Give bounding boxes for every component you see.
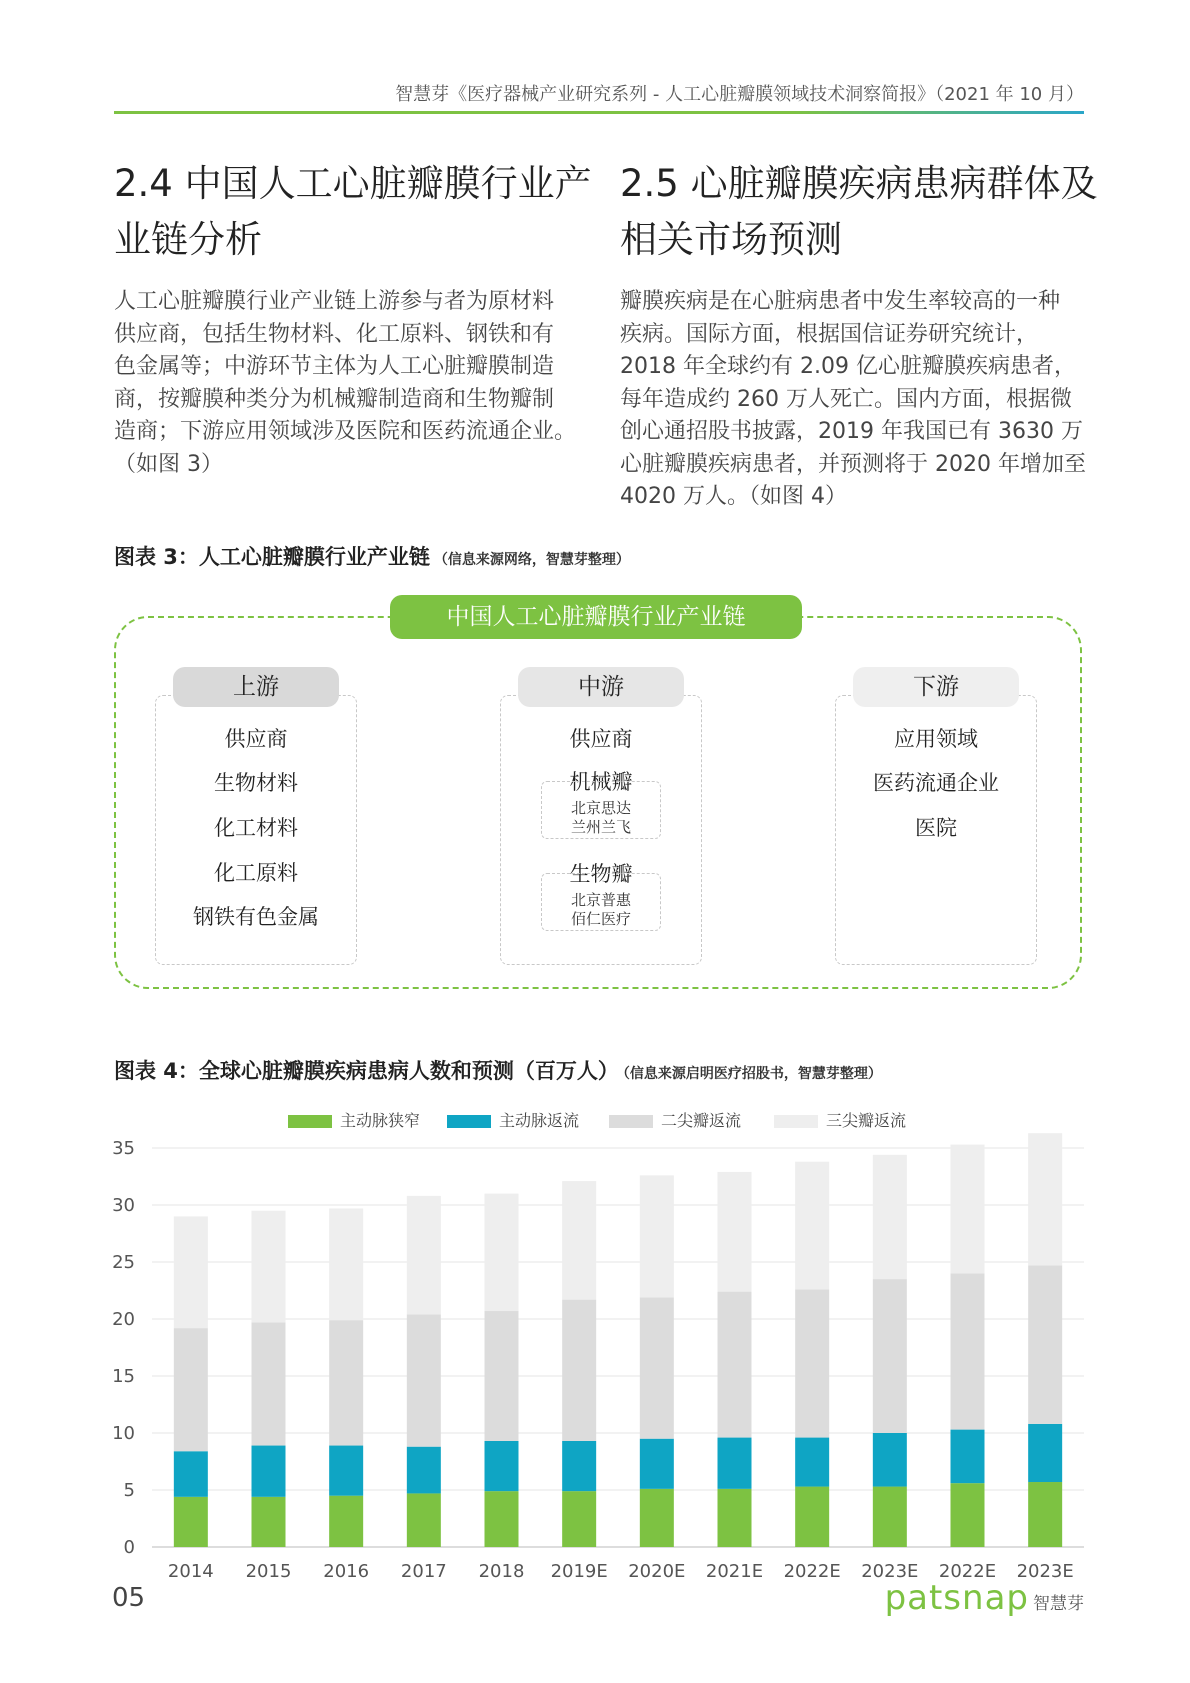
- bar-segment: [329, 1496, 363, 1547]
- bar-segment: [1028, 1424, 1062, 1482]
- bar-segment: [174, 1451, 208, 1497]
- bar-segment: [329, 1446, 363, 1496]
- bar-segment: [407, 1314, 441, 1446]
- x-tick-label: 2022E: [783, 1561, 841, 1582]
- bar-segment: [329, 1208, 363, 1320]
- bar-segment: [640, 1175, 674, 1297]
- para-line: 造商；下游应用领域涉及医院和医药流通企业。: [114, 419, 577, 444]
- bar-segment: [407, 1447, 441, 1494]
- bar-segment: [873, 1433, 907, 1487]
- para-line: 疾病。国际方面，根据国信证券研究统计，: [620, 321, 1039, 347]
- bar-segment: [252, 1446, 286, 1497]
- bar-segment: [407, 1493, 441, 1547]
- brand-name-cn: 智慧芽: [1033, 1594, 1084, 1614]
- bar-segment: [252, 1497, 286, 1547]
- bar-segment: [718, 1489, 752, 1547]
- legend-label: 主动脉返流: [499, 1111, 580, 1130]
- midstream-item: 供应商: [569, 727, 633, 751]
- legend-label: 二尖瓣返流: [661, 1111, 742, 1130]
- bar-segment: [485, 1311, 519, 1441]
- section-2-5-title-line1: 2.5 心脏瓣膜疾病患病群体及: [620, 162, 1098, 205]
- bar-segment: [873, 1155, 907, 1279]
- bar-segment: [562, 1181, 596, 1300]
- figure3-source: （信息来源网络，智慧芽整理）: [433, 552, 630, 568]
- figure4-caption-text: 图表 4：全球心脏瓣膜疾病患病人数和预测（百万人）: [114, 1059, 619, 1083]
- y-tick-label: 0: [123, 1537, 135, 1558]
- upstream-item: 供应商: [224, 727, 288, 751]
- downstream-item: 应用领域: [894, 727, 978, 751]
- y-tick-label: 15: [112, 1366, 135, 1387]
- bar-segment: [252, 1211, 286, 1323]
- section-2-4-title-line2: 业链分析: [114, 218, 262, 261]
- company-label: 兰州兰飞: [570, 818, 631, 836]
- midstream-item-mechanical: 机械瓣: [569, 770, 633, 794]
- bar-segment: [485, 1194, 519, 1311]
- upstream-item: 生物材料: [214, 771, 298, 795]
- bar-segment: [718, 1292, 752, 1438]
- x-tick-label: 2017: [400, 1561, 447, 1582]
- bar-segment: [329, 1320, 363, 1445]
- brand-name: patsnap: [884, 1578, 1029, 1618]
- x-tick-label: 2014: [167, 1561, 214, 1582]
- industry-chain-title: 中国人工心脏瓣膜行业产业链: [390, 595, 802, 639]
- section-2-4-title-line1: 2.4 中国人工心脏瓣膜行业产: [114, 162, 592, 205]
- bar-segment: [795, 1438, 829, 1487]
- para-line: 人工心脏瓣膜行业产业链上游参与者为原材料: [114, 289, 555, 314]
- para-line: （如图 3）: [114, 451, 223, 477]
- bar-segment: [951, 1273, 985, 1429]
- midstream-head: 中游: [518, 667, 684, 707]
- bar-segment: [485, 1491, 519, 1547]
- bar-segment: [485, 1441, 519, 1491]
- para-line: 色金属等；中游环节主体为人工心脏瓣膜制造: [114, 354, 555, 379]
- para-line: 4020 万人。（如图 4）: [620, 484, 847, 509]
- para-line: 供应商，包括生物材料、化工原料、钢铁和有: [114, 321, 555, 347]
- x-tick-label: 2020E: [628, 1561, 686, 1582]
- bar-segment: [795, 1289, 829, 1437]
- bar-segment: [1028, 1265, 1062, 1423]
- legend-label: 主动脉狭窄: [340, 1111, 421, 1130]
- section-2-5-title-line2: 相关市场预测: [620, 218, 842, 261]
- bar-segment: [951, 1430, 985, 1484]
- x-tick-label: 2016: [323, 1561, 370, 1582]
- bar-segment: [174, 1328, 208, 1451]
- y-tick-label: 10: [112, 1423, 135, 1444]
- midstream-item-biological: 生物瓣: [569, 862, 633, 886]
- y-tick-label: 20: [112, 1309, 135, 1330]
- para-line: 心脏瓣膜疾病患者，并预测将于 2020 年增加至: [620, 451, 1086, 477]
- x-tick-label: 2015: [245, 1561, 292, 1582]
- company-label: 北京普惠: [570, 891, 631, 909]
- y-tick-label: 35: [112, 1138, 135, 1159]
- bar-segment: [1028, 1482, 1062, 1547]
- page-number: 05: [112, 1583, 146, 1613]
- y-tick-label: 30: [112, 1195, 135, 1216]
- bar-segment: [873, 1279, 907, 1433]
- downstream-head: 下游: [853, 667, 1019, 707]
- upstream-item: 钢铁有色金属: [193, 905, 319, 929]
- para-line: 瓣膜疾病是在心脏病患者中发生率较高的一种: [620, 289, 1061, 314]
- figure4-source: （信息来源启明医疗招股书，智慧芽整理）: [622, 1066, 882, 1082]
- patsnap-logo: [885, 1578, 1084, 1618]
- bar-segment: [1028, 1133, 1062, 1265]
- upstream-item: 化工原料: [214, 861, 298, 885]
- para-line: 2018 年全球约有 2.09 亿心脏瓣膜疾病患者，: [620, 354, 1076, 379]
- bar-segment: [640, 1439, 674, 1489]
- x-tick-label: 2022E: [938, 1561, 997, 1582]
- x-tick-label: 2023E: [861, 1561, 919, 1582]
- downstream-item: 医药流通企业: [873, 771, 999, 795]
- para-line: 商，按瓣膜种类分为机械瓣制造商和生物瓣制: [114, 386, 555, 412]
- bar-segment: [951, 1483, 985, 1547]
- para-line: 每年造成约 260 万人死亡。国内方面，根据微: [620, 386, 1072, 412]
- bar-segment: [174, 1497, 208, 1547]
- x-tick-label: 2019E: [550, 1561, 608, 1582]
- company-label: 佰仁医疗: [570, 910, 631, 928]
- header-title: 智慧芽《医疗器械产业研究系列 - 人工心脏瓣膜领域技术洞察简报》（2021 年 10 月）: [395, 84, 1084, 105]
- bar-segment: [640, 1489, 674, 1547]
- upstream-item: 化工材料: [214, 816, 298, 840]
- bar-segment: [252, 1322, 286, 1445]
- bar-segment: [640, 1297, 674, 1438]
- x-tick-label: 2023E: [1016, 1561, 1074, 1582]
- bar-segment: [407, 1196, 441, 1315]
- bar-segment: [718, 1438, 752, 1489]
- bar-segment: [562, 1491, 596, 1547]
- company-label: 北京思达: [570, 799, 631, 817]
- y-tick-label: 5: [123, 1480, 135, 1501]
- para-line: 创心通招股书披露，2019 年我国已有 3630 万: [620, 419, 1083, 444]
- x-tick-label: 2018: [478, 1561, 525, 1582]
- bar-segment: [951, 1145, 985, 1274]
- bar-segment: [174, 1216, 208, 1328]
- bar-segment: [873, 1487, 907, 1547]
- upstream-head: 上游: [173, 667, 339, 707]
- bar-segment: [562, 1300, 596, 1441]
- bar-segment: [562, 1441, 596, 1491]
- bar-segment: [718, 1172, 752, 1292]
- y-tick-label: 25: [112, 1252, 135, 1273]
- bar-segment: [795, 1162, 829, 1290]
- legend-label: 三尖瓣返流: [826, 1111, 907, 1130]
- figure3-caption-text: 图表 3：人工心脏瓣膜行业产业链: [114, 545, 430, 569]
- bar-segment: [795, 1487, 829, 1547]
- x-tick-label: 2021E: [705, 1561, 764, 1582]
- downstream-item: 医院: [915, 816, 957, 840]
